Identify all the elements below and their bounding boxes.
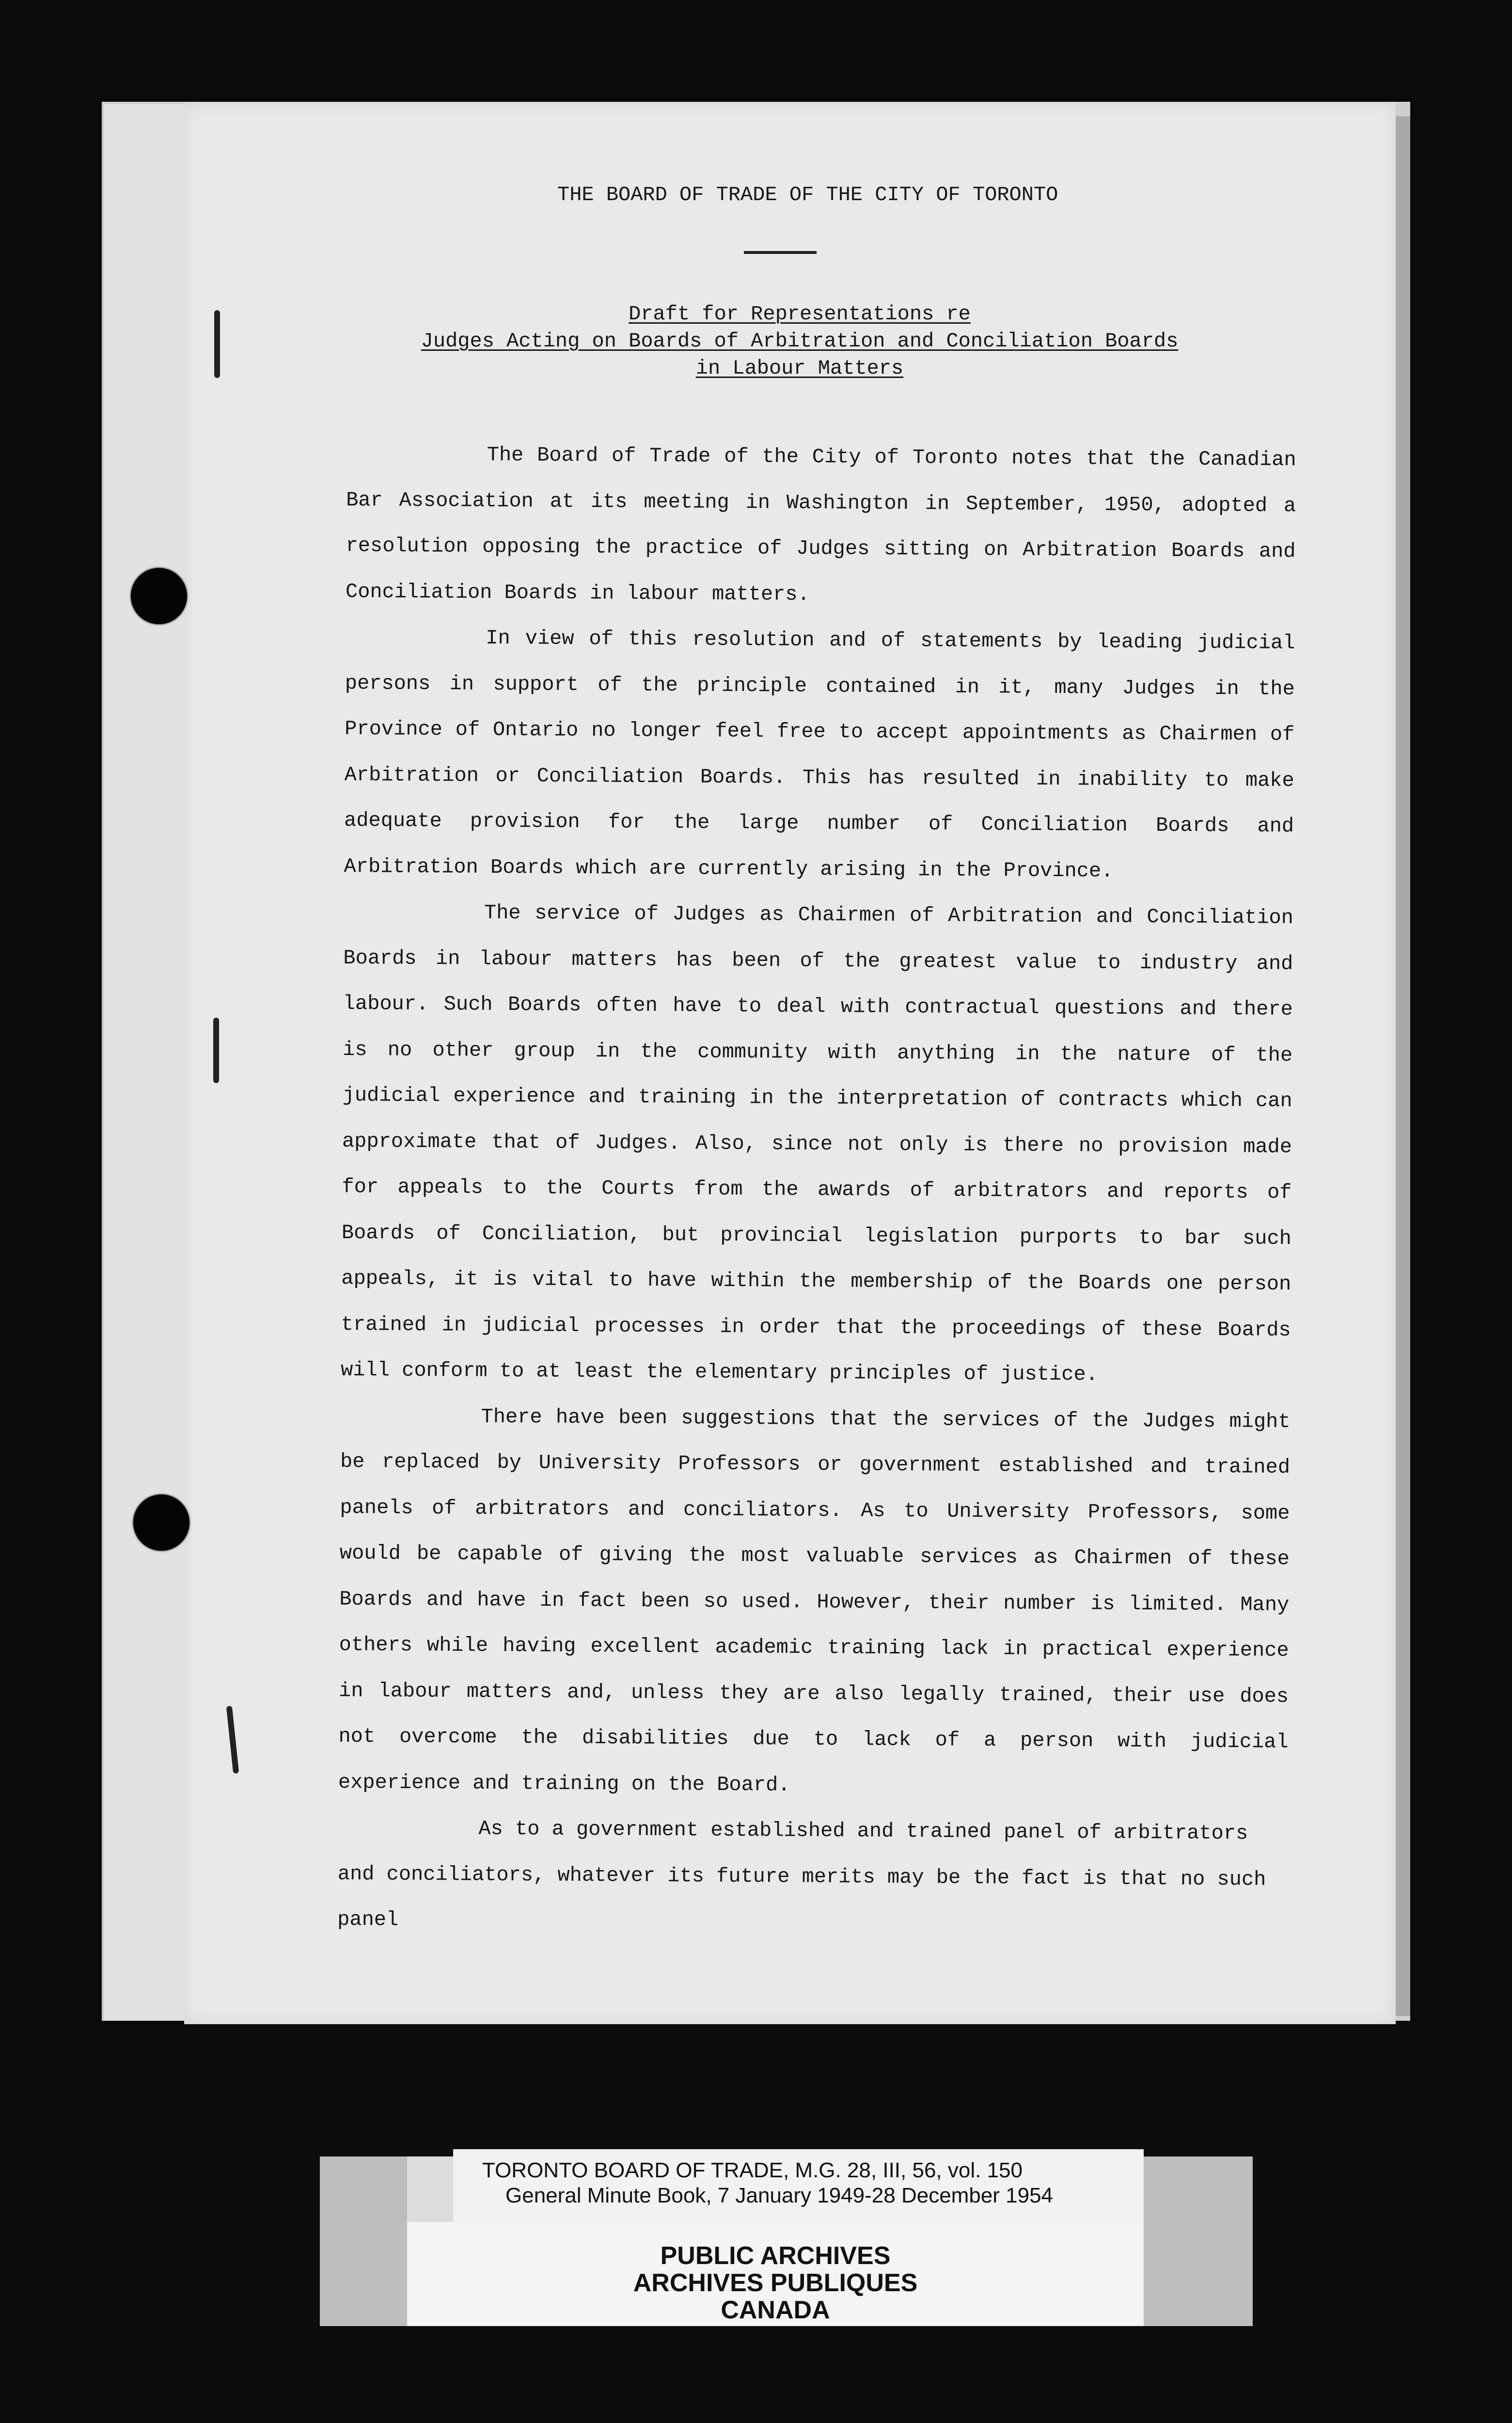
staple-mark-icon bbox=[214, 310, 220, 378]
archive-name-line: ARCHIVES PUBLIQUES bbox=[633, 2269, 918, 2297]
paragraph: The service of Judges as Chairmen of Arbitration and Conciliation Boards in labour matters has been of the greatest value to industry and labour. Such Boards often have to deal with contractual questions and there is no other group in the community with anything in the nature of the judicial experience and training in the interpretation of contracts which can approximate that of Judges. Also, since not only is there no provision made for appeals to the Courts from the awards of arbitrators and reports of Boards of Conciliation, but provincial legislation purports to bar such appeals, it is vital to have within the membership of the Boards one person trained in judicial processes in order that the proceedings of these Boards will conform to at least the elementary principles of justice. bbox=[341, 901, 1294, 1386]
header-divider bbox=[744, 251, 817, 254]
subject-line: Draft for Representations re bbox=[629, 302, 971, 326]
staple-mark-icon bbox=[213, 1018, 219, 1083]
subject-line: in Labour Matters bbox=[695, 357, 904, 380]
punch-hole-icon bbox=[131, 568, 187, 624]
label-tab bbox=[1144, 2156, 1253, 2326]
archive-name bbox=[407, 2222, 1144, 2326]
paragraph: In view of this resolution and of statements by leading judicial persons in support of the principle contained in it, many Judges in the Province of Ontario no longer feel free to accept appointments as Chairmen of Arbitration or Conciliation Boards. This has resulted in inability to make adequate provision for the large number of Conciliation Boards and Arbitration Boards which are currently arising in the Province. bbox=[344, 626, 1295, 883]
subject-heading bbox=[388, 300, 1212, 382]
archive-name-line: PUBLIC ARCHIVES bbox=[660, 2242, 891, 2270]
document-body bbox=[337, 431, 1296, 1948]
page-edge-shadow bbox=[1396, 116, 1410, 2016]
label-tab bbox=[320, 2156, 407, 2326]
paragraph: There have been suggestions that the services of the Judges might be replaced by University Professors or government established and trained panels of arbitrators and conciliators. As to University Professors, some would be capable of giving the most valuable services as Chairmen of these Boards and have in fact been so used. However, their number is limited. Many others while having excellent academic training lack in practical experience in labour matters and, unless they are also legally trained, their use does not overcome the disabilities due to lack of a person with judicial experience and training on the Board. bbox=[338, 1405, 1291, 1797]
subject-line: Judges Acting on Boards of Arbitration and Conciliation Boards bbox=[421, 330, 1179, 353]
paragraph: As to a government established and trained panel of arbitrators and conciliators, whatever its future merits may be the fact is that no such panel bbox=[337, 1817, 1266, 1932]
punch-hole-icon bbox=[133, 1495, 189, 1551]
letterhead: THE BOARD OF TRADE OF THE CITY OF TORONTO bbox=[557, 183, 1058, 206]
archive-reference bbox=[453, 2149, 1144, 2222]
reference-line: General Minute Book, 7 January 1949-28 December 1954 bbox=[505, 2184, 1054, 2207]
reference-line: TORONTO BOARD OF TRADE, M.G. 28, III, 56, vol. 150 bbox=[482, 2158, 1023, 2182]
archive-name-line: CANADA bbox=[721, 2296, 830, 2324]
paragraph: The Board of Trade of the City of Toronto notes that the Canadian Bar Association at its meeting in Washington in September, 1950, adopted a resolution opposing the practice of Judges sitting on Arbitration Boards and Conciliation Boards in labour matters. bbox=[345, 443, 1296, 606]
